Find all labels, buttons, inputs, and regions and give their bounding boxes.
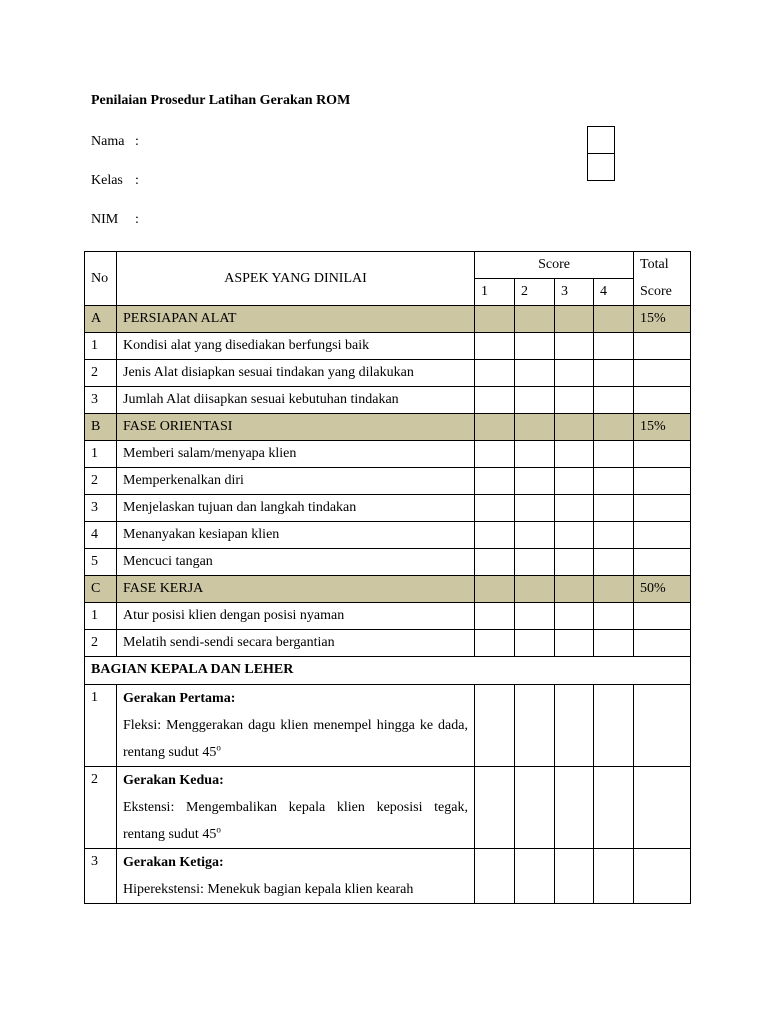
score-cell-4[interactable] <box>594 767 634 849</box>
score-cell-3[interactable] <box>555 495 594 522</box>
assessment-table <box>84 251 691 904</box>
score-cell-4[interactable] <box>594 849 634 904</box>
movement-cell <box>117 767 475 849</box>
score-cell-2[interactable] <box>515 767 555 849</box>
score-cell-3[interactable] <box>555 387 594 414</box>
movement-heading: Gerakan Ketiga: <box>123 855 224 870</box>
score-cell-4[interactable] <box>594 495 634 522</box>
score-cell-1[interactable] <box>475 549 515 576</box>
table-row <box>85 360 691 387</box>
score-cell-4[interactable] <box>594 603 634 630</box>
item-no: 1 <box>85 603 117 630</box>
item-text: Menjelaskan tujuan dan langkah tindakan <box>117 495 475 522</box>
total-cell: 50% <box>634 576 691 603</box>
movement-row <box>85 849 691 904</box>
header-score-2: 2 <box>515 279 555 306</box>
table-header-row <box>85 252 691 279</box>
header-aspek: ASPEK YANG DINILAI <box>117 252 475 306</box>
score-cell-2[interactable] <box>515 495 555 522</box>
total-cell[interactable] <box>634 767 691 849</box>
field-separator: : <box>135 212 139 227</box>
score-cell-1[interactable] <box>475 685 515 767</box>
score-cell-2[interactable] <box>515 441 555 468</box>
section-no: A <box>85 306 117 333</box>
section-title: PERSIAPAN ALAT <box>117 306 475 333</box>
movement-description-text: Fleksi: Menggerakan dagu klien menempel hingga ke dada, rentang sudut 45 <box>123 718 468 760</box>
table-row <box>85 549 691 576</box>
header-score-1: 1 <box>475 279 515 306</box>
score-cell-1[interactable] <box>475 576 515 603</box>
total-cell[interactable] <box>634 549 691 576</box>
score-cell-1[interactable] <box>475 360 515 387</box>
score-cell-4[interactable] <box>594 414 634 441</box>
degree-superscript: o <box>216 742 221 753</box>
item-no: 1 <box>85 441 117 468</box>
score-cell-2[interactable] <box>515 387 555 414</box>
movement-description-text: Hiperekstensi: Menekuk bagian kepala klien kearah <box>123 882 414 897</box>
movement-description <box>123 876 468 903</box>
total-cell[interactable] <box>634 630 691 657</box>
header-total-score: Score <box>634 279 691 306</box>
field-separator: : <box>135 173 139 188</box>
score-cell-1[interactable] <box>475 414 515 441</box>
item-no: 2 <box>85 468 117 495</box>
header-total: Total <box>634 252 691 279</box>
field-label: NIM <box>91 212 119 227</box>
table-row <box>85 441 691 468</box>
subheading-row <box>85 657 691 685</box>
table-row <box>85 333 691 360</box>
score-cell-4[interactable] <box>594 441 634 468</box>
section-row <box>85 576 691 603</box>
score-cell-3[interactable] <box>555 549 594 576</box>
score-cell-3[interactable] <box>555 603 594 630</box>
score-cell-1[interactable] <box>475 333 515 360</box>
score-cell-4[interactable] <box>594 522 634 549</box>
total-cell[interactable] <box>634 603 691 630</box>
score-cell-4[interactable] <box>594 630 634 657</box>
score-cell-2[interactable] <box>515 333 555 360</box>
score-cell-2[interactable] <box>515 414 555 441</box>
score-cell-4[interactable] <box>594 333 634 360</box>
table-row <box>85 522 691 549</box>
movement-row <box>85 685 691 767</box>
score-cell-4[interactable] <box>594 360 634 387</box>
score-cell-4[interactable] <box>594 306 634 333</box>
score-cell-3[interactable] <box>555 468 594 495</box>
total-cell[interactable] <box>634 849 691 904</box>
score-cell-3[interactable] <box>555 333 594 360</box>
score-cell-3[interactable] <box>555 414 594 441</box>
item-no: 3 <box>85 495 117 522</box>
section-title: FASE KERJA <box>117 576 475 603</box>
header-no: No <box>85 252 117 306</box>
header-score-3: 3 <box>555 279 594 306</box>
table-row <box>85 603 691 630</box>
section-row <box>85 414 691 441</box>
score-cell-1[interactable] <box>475 603 515 630</box>
movement-no: 1 <box>85 685 117 767</box>
score-cell-4[interactable] <box>594 387 634 414</box>
total-cell[interactable] <box>634 495 691 522</box>
field-nim[interactable] <box>91 212 139 228</box>
item-text: Kondisi alat yang disediakan berfungsi baik <box>117 333 475 360</box>
movement-no: 2 <box>85 767 117 849</box>
score-cell-1[interactable] <box>475 468 515 495</box>
score-cell-3[interactable] <box>555 576 594 603</box>
total-cell[interactable] <box>634 522 691 549</box>
total-cell[interactable] <box>634 685 691 767</box>
item-no: 1 <box>85 333 117 360</box>
item-no: 2 <box>85 630 117 657</box>
score-cell-3[interactable] <box>555 522 594 549</box>
table-row <box>85 387 691 414</box>
total-cell: 15% <box>634 306 691 333</box>
table-row <box>85 468 691 495</box>
score-cell-4[interactable] <box>594 685 634 767</box>
score-cell-3[interactable] <box>555 306 594 333</box>
movement-description <box>123 712 468 766</box>
score-cell-3[interactable] <box>555 767 594 849</box>
score-cell-4[interactable] <box>594 468 634 495</box>
score-cell-3[interactable] <box>555 360 594 387</box>
field-nama[interactable] <box>91 134 139 150</box>
field-label: Kelas <box>91 173 123 188</box>
movement-cell <box>117 849 475 904</box>
score-cell-2[interactable] <box>515 360 555 387</box>
item-no: 4 <box>85 522 117 549</box>
score-cell-2[interactable] <box>515 685 555 767</box>
movement-description <box>123 794 468 848</box>
total-cell[interactable] <box>634 441 691 468</box>
score-cell-1[interactable] <box>475 849 515 904</box>
score-cell-2[interactable] <box>515 549 555 576</box>
section-no: B <box>85 414 117 441</box>
field-kelas[interactable] <box>91 173 139 189</box>
score-cell-2[interactable] <box>515 849 555 904</box>
score-cell-2[interactable] <box>515 576 555 603</box>
total-cell[interactable] <box>634 360 691 387</box>
movement-cell <box>117 685 475 767</box>
field-separator: : <box>135 134 139 149</box>
score-cell-1[interactable] <box>475 441 515 468</box>
section-title: FASE ORIENTASI <box>117 414 475 441</box>
header-score-4: 4 <box>594 279 634 306</box>
header-score: Score <box>475 252 634 279</box>
score-cell-3[interactable] <box>555 630 594 657</box>
item-text: Memperkenalkan diri <box>117 468 475 495</box>
item-text: Menanyakan kesiapan klien <box>117 522 475 549</box>
score-cell-1[interactable] <box>475 522 515 549</box>
item-text: Atur posisi klien dengan posisi nyaman <box>117 603 475 630</box>
score-cell-3[interactable] <box>555 849 594 904</box>
item-no: 3 <box>85 387 117 414</box>
page-title: Penilaian Prosedur Latihan Gerakan ROM <box>91 93 351 108</box>
movement-no: 3 <box>85 849 117 904</box>
score-cell-1[interactable] <box>475 767 515 849</box>
score-cell-1[interactable] <box>475 630 515 657</box>
total-cell[interactable] <box>634 387 691 414</box>
total-cell[interactable] <box>634 333 691 360</box>
item-text: Jumlah Alat diisapkan sesuai kebutuhan tindakan <box>117 387 475 414</box>
item-no: 2 <box>85 360 117 387</box>
score-cell-2[interactable] <box>515 468 555 495</box>
table-row <box>85 630 691 657</box>
section-row <box>85 306 691 333</box>
section-no: C <box>85 576 117 603</box>
score-cell-1[interactable] <box>475 387 515 414</box>
score-cell-2[interactable] <box>515 306 555 333</box>
table-row <box>85 495 691 522</box>
score-cell-4[interactable] <box>594 549 634 576</box>
total-cell: 15% <box>634 414 691 441</box>
subheading: BAGIAN KEPALA DAN LEHER <box>85 657 691 685</box>
field-label: Nama <box>91 134 125 149</box>
score-cell-1[interactable] <box>475 495 515 522</box>
score-cell-3[interactable] <box>555 685 594 767</box>
movement-heading: Gerakan Kedua: <box>123 773 224 788</box>
item-text: Memberi salam/menyapa klien <box>117 441 475 468</box>
score-cell-2[interactable] <box>515 522 555 549</box>
score-cell-2[interactable] <box>515 603 555 630</box>
degree-superscript: o <box>216 824 221 835</box>
score-cell-3[interactable] <box>555 441 594 468</box>
score-cell-2[interactable] <box>515 630 555 657</box>
item-text: Jenis Alat disiapkan sesuai tindakan yang dilakukan <box>117 360 475 387</box>
movement-heading: Gerakan Pertama: <box>123 691 236 706</box>
grade-box-top[interactable] <box>587 126 615 154</box>
score-cell-1[interactable] <box>475 306 515 333</box>
grade-box-bottom[interactable] <box>587 154 615 181</box>
item-text: Mencuci tangan <box>117 549 475 576</box>
grade-boxes <box>587 126 615 181</box>
movement-description-text: Ekstensi: Mengembalikan kepala klien keposisi tegak, rentang sudut 45 <box>123 800 468 842</box>
item-text: Melatih sendi-sendi secara bergantian <box>117 630 475 657</box>
score-cell-4[interactable] <box>594 576 634 603</box>
total-cell[interactable] <box>634 468 691 495</box>
movement-row <box>85 767 691 849</box>
item-no: 5 <box>85 549 117 576</box>
